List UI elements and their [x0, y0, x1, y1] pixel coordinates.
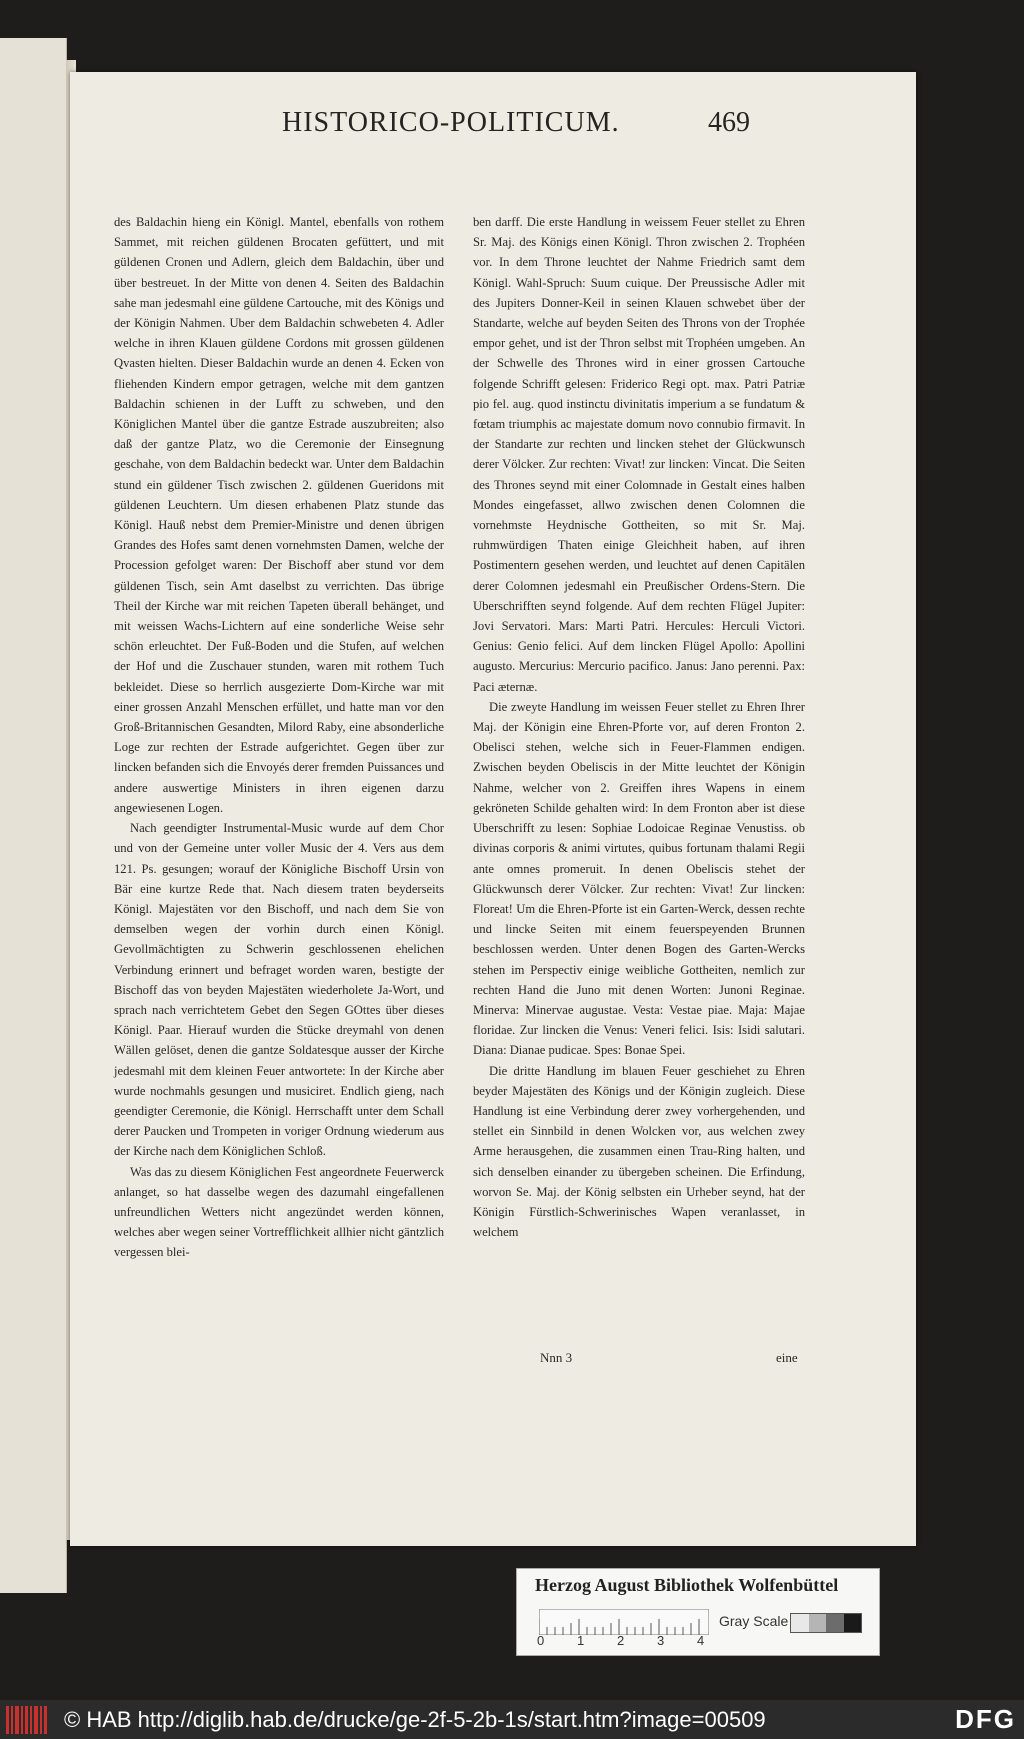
paragraph: Die dritte Handlung im blauen Feuer geschiehet zu Ehren beyder Majestäten des Königs und der Königin zugleich. Diese Handlung ist eine Verbindung derer zwey vorhergehenden, und stellet ein Sinnbild in denen Wolcken vor, aus welchen zwey Arme herausgehen, die zusammen einen Trau-Ring halten, und sich denselben einander zu übergeben scheinen. Die Erfindung, worvon Se. Maj. der König selbsten ein Urheber seynd, hat der Königin Fürstlich-Schwerinisches Wapen veranlasset, in welchem — [473, 1063, 805, 1240]
text-column-right — [473, 212, 805, 1242]
library-name: Herzog August Bibliothek Wolfenbüttel — [535, 1575, 839, 1595]
ruler-number: 0 — [537, 1633, 545, 1648]
ruler-number: 1 — [577, 1633, 585, 1648]
paragraph: Was das zu diesem Königlichen Fest angeordnete Feuerwerck anlanget, so hat dasselbe wegen des dazumahl eingefallenen unfreundlichen Wetters nicht angezündet werden können, welches aber wegen seiner Vortrefflichkeit allhier nicht gäntzlich vergessen blei- — [114, 1164, 444, 1260]
dfg-logo: DFG — [955, 1704, 1016, 1734]
paragraph: Die zweyte Handlung im weissen Feuer stellet zu Ehren Ihrer Maj. der Königin eine Ehren-Pforte vor, auf deren Fronton 2. Obelisci stehen, welche sich in Feuer-Flammen endigen. Zwischen beyden Obeliscis in der Mitte leuchtet der Königin Nahme, welcher von 2. Greiffen ihres Wapens in einem gekröneten Schilde gehalten wird: In dem Fronton aber ist diese Uberschrifft zu lesen: Sophiae Lodoicae Reginae Venustiss. ob divinas corporis & animi virtutes, quibus fortunam thalami Regii ante omnes promeruit. In denen Obeliscis stehet der Glückwunsch derer Völcker. Zur rechten: Vivat! Zur lincken: Floreat! Um die Ehren-Pforte ist ein Garten-Werck, dessen rechte und lincke Seiten mit einem feuerspeyenden Brunnen beschlossen werden. Unter denen Bogen des Garten-Wercks stehen im Perspectiv einige weibliche Gottheiten, nemlich zur rechten Hand die Juno mit denen Worten: Junoni Reginae. Minerva: Minervae augustae. Vesta: Vestae piae. Maja: Majae floridae. Zur lincken die Venus: Veneri felici. Isis: Isidi salutari. Diana: Dianae pudicae. Spes: Bonae Spei. — [473, 699, 805, 1058]
barcode-icon — [6, 1706, 50, 1734]
gray-scale-swatch — [790, 1613, 862, 1633]
ruler-icon — [539, 1609, 709, 1635]
library-color-card — [516, 1568, 880, 1656]
catchword: eine — [776, 1350, 798, 1365]
running-title: HISTORICO-POLITICUM. — [282, 107, 620, 138]
ruler-number: 3 — [657, 1633, 665, 1648]
paragraph: Nach geendigter Instrumental-Music wurde auf dem Chor und von der Gemeine unter voller Music der 4. Vers aus dem 121. Ps. gesungen; worauf der Königliche Bischoff Ursin von Bär eine kurtze Rede that. Nach diesem traten beyderseits Königl. Majestäten vor den Bischoff, und nach dem Sie von demselben wegen der vorhin durch einen Königl. Gevollmächtigten zu Schwerin geschlossenen ehelichen Verbindung erinnert und befraget worden waren, bestigte der Bischoff das von beyden Majestäten wiederholete Ja-Wort, und sprach nach verrichtetem Gebet den Segen GOttes über dieses Königl. Paar. Hierauf wurden die Stücke dreymahl von denen Wällen gelöset, denen die gantze Soldatesque ausser der Kirche jedesmahl mit dem kleinen Feuer antwortete: In der Kirche aber wurde nochmahls gesungen und musiciret. Endlich gieng, nach geendigter Ceremonie, die Königl. Herrschafft unter dem Schall derer Paucken und Trompeten in voriger Ordnung wiederum aus der Kirche nach dem Königlichen Schloß. — [114, 821, 444, 1159]
ruler-number: 2 — [617, 1633, 625, 1648]
viewer-footer-bar — [0, 1700, 1024, 1739]
copyright-link[interactable]: © HAB http://diglib.hab.de/drucke/ge-2f-5-2b-1s/start.htm?image=00509 — [64, 1706, 766, 1732]
previous-page-edge — [0, 38, 67, 1593]
gray-scale-label: Gray Scale — [719, 1613, 789, 1629]
paragraph: des Baldachin hieng ein Königl. Mantel, ebenfalls von rothem Sammet, mit reichen güldenen Brocaten gefüttert, und mit güldenen Cronen und Adlern, gleich dem Baldachin, über und über bestreuet. In der Mitte von denen 4. Seiten des Baldachin sahe man jedesmahl eine güldene Cartouche, mit des Königs und der Königin Nahmen. Uber dem Baldachin schwebeten 4. Adler welche in ihren Klauen güldene Cordons mit grossen güldenen Qvasten hielten. Dieser Baldachin wurde an denen 4. Ecken von fliehenden Kindern empor getragen, welche mit dem gantzen Baldachin schienen in der Lufft zu schweben, und den Königlichen Mantel über die gantze Estrade auszubreiten; also daß der gantze Platz, wo die Ceremonie der Einsegnung geschahe, von dem Baldachin bedeckt war. Unter dem Baldachin stund ein güldener Tisch zwischen 2. güldenen Gueridons mit güldenen Leuchtern. Um diesen erhabenen Platz stunde das Königl. Hauß nebst dem Premier-Ministre und denen übrigen Grandes des Hofes samt denen vornehmsten Damen, welche der Procession gefolget waren: Der Bischoff aber stund vor dem güldenen Tisch, sein Amt daselbst zu verrichten. Das übrige Theil der Kirche war mit reichen Tapeten überall behänget, und mit weissen Wachs-Lichtern auf eine sonderliche Weise sehr schön erleuchtet. Der Fuß-Boden und die Stufen, auf welchen der Hof und die Zuschauer stunden, waren mit rothem Tuch bekleidet. Diese so herrlich ausgezierte Dom-Kirche war mit einer grossen Anzahl Menschen erfüllet, und hatte man vor den Groß-Britannischen Gesandten, Milord Raby, eine absonderliche Loge zur rechten der Estrade aufgerichtet. Gegen über zur lincken befanden sich die Envoyés derer fremden Puissances und andere auswertige Ministers in ihren eigenen darzu angewiesenen Logen. — [114, 215, 444, 815]
paragraph: ben darff. Die erste Handlung in weissem Feuer stellet zu Ehren Sr. Maj. des Königs einen Königl. Thron zwischen 2. Trophéen vor. In dem Throne leuchtet der Nahme Friedrich samt dem Königl. Wahl-Spruch: Suum cuique. Der Preussische Adler mit des Jupiters Donner-Keil in seinen Klauen schwebet über der Standarte, welche auf beyden Seiten des Throns von der Trophée empor gehet, und ist der Thron selbst mit Trophéen umgeben. An der Schwelle des Thrones wird in einer grossen Cartouche folgende Schrifft gelesen: Friderico Regi opt. max. Patri Patriæ pio fel. aug. quod instinctu divinitatis imperium a se fundatum & fœtam triumphis ac majestate domum novo connubio firmavit. In der Standarte zur rechten und lincken stehet der Glückwunsch derer Völcker. Zur rechten: Vivat! zur lincken: Vincat. Die Seiten des Thrones seynd mit einer Colomnade in Gestalt eines halben Mondes eingefasset, allwo zwischen denen Colomnen die vornehmste Heydnische Gottheiten, so mit Sr. Maj. ruhmwürdigen Thaten einige Gleichheit haben, auf ihren Postimentern gesehen werden, und leuchtet auf denen Capitälen derer Colomnen jedesmahl ein Preußischer Ordens-Stern. Die Uberschrifften seynd folgende. Auf dem rechten Flügel Jupiter: Jovi Servatori. Mars: Marti Patri. Hercules: Herculi Victori. Genius: Genio felici. Auf dem lincken Flügel Apollo: Apollini augusto. Mercurius: Mercurio pacifico. Janus: Jano perenni. Pax: Paci æternæ. — [473, 215, 805, 694]
page-number: 469 — [708, 107, 750, 138]
signature-mark: Nnn 3 — [540, 1350, 573, 1365]
ruler-number: 4 — [697, 1633, 705, 1648]
page-header — [210, 107, 750, 139]
text-column-left — [114, 212, 444, 1263]
